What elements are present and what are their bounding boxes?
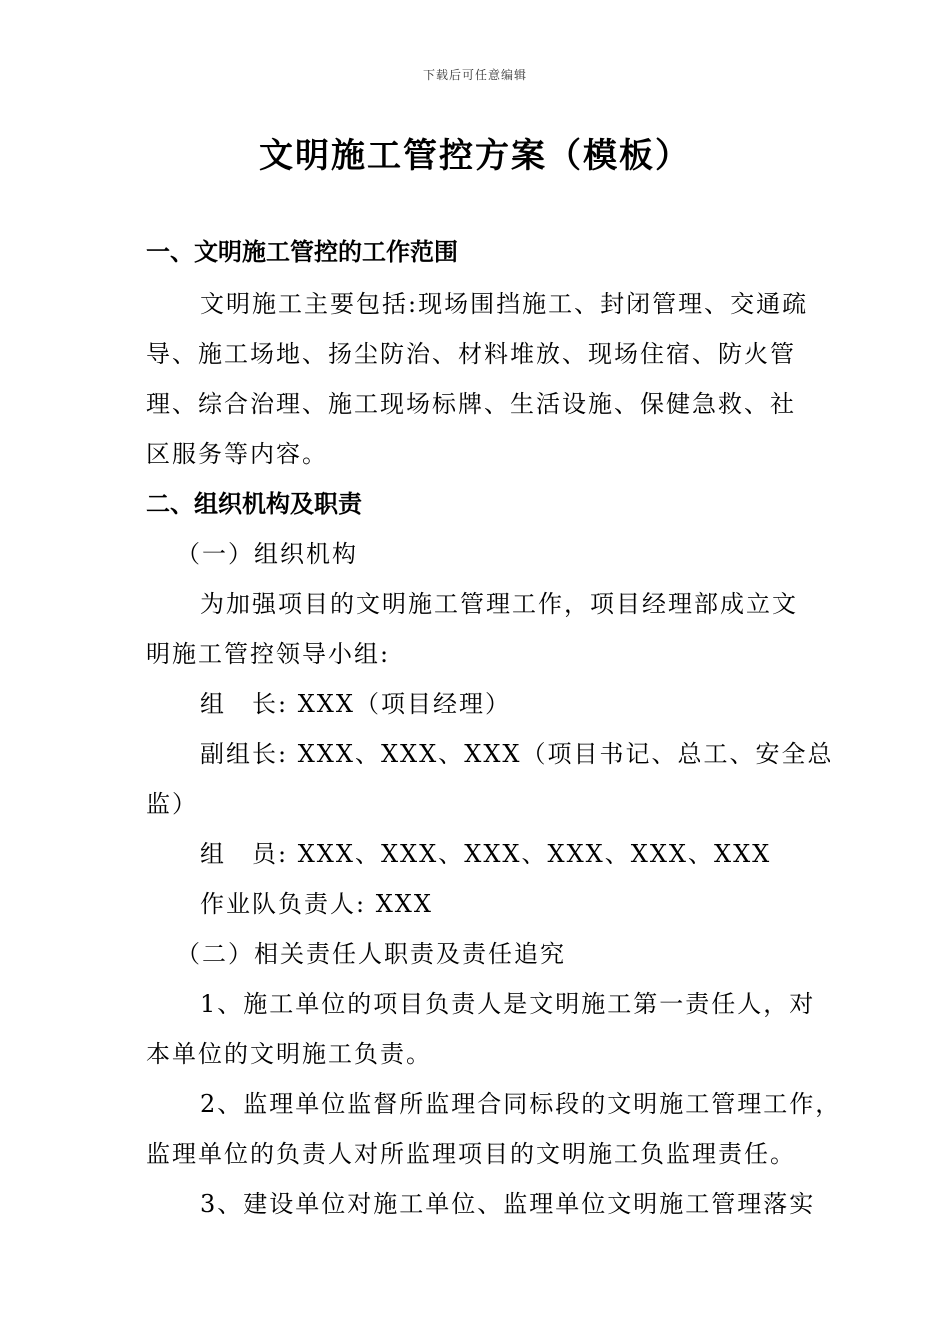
subsection-1-heading: （一）组织机构: [176, 540, 358, 568]
members-line: 组 员: XXX、XXX、XXX、XXX、XXX、XXX: [200, 840, 772, 868]
header-note: 下载后可任意编辑: [422, 68, 527, 82]
paragraph-line: 为加强项目的文明施工管理工作，项目经理部成立文: [200, 590, 798, 618]
item-2-line: 监理单位的负责人对所监理项目的文明施工负监理责任。: [146, 1140, 796, 1168]
deputy-line: 副组长: XXX、XXX、XXX（项目书记、总工、安全总: [200, 740, 834, 768]
section-1-line: 文明施工主要包括:现场围挡施工、封闭管理、交通疏: [200, 290, 809, 318]
leader-line: 组 长: XXX（项目经理）: [200, 690, 511, 718]
section-1-heading: 一、文明施工管控的工作范围: [146, 238, 458, 266]
section-1-line: 区服务等内容。: [146, 440, 328, 468]
section-2-heading: 二、组织机构及职责: [146, 490, 362, 518]
document-title: 文明施工管控方案（模板）: [259, 136, 691, 176]
team-leader-line: 作业队负责人: XXX: [200, 890, 433, 918]
paragraph-line: 明施工管控领导小组:: [146, 640, 391, 668]
deputy-line: 监）: [146, 790, 198, 818]
item-1-line: 本单位的文明施工负责。: [146, 1040, 432, 1068]
item-1-line: 1、施工单位的项目负责人是文明施工第一责任人，对: [200, 990, 816, 1018]
item-2-line: 2、监理单位监督所监理合同标段的文明施工管理工作，: [200, 1090, 842, 1118]
section-1-line: 理、综合治理、施工现场标牌、生活设施、保健急救、社: [146, 390, 796, 418]
subsection-2-heading: （二）相关责任人职责及责任追究: [176, 940, 566, 968]
item-3-line: 3、建设单位对施工单位、监理单位文明施工管理落实: [200, 1190, 816, 1218]
section-1-line: 导、施工场地、扬尘防治、材料堆放、现场住宿、防火管: [146, 340, 796, 368]
